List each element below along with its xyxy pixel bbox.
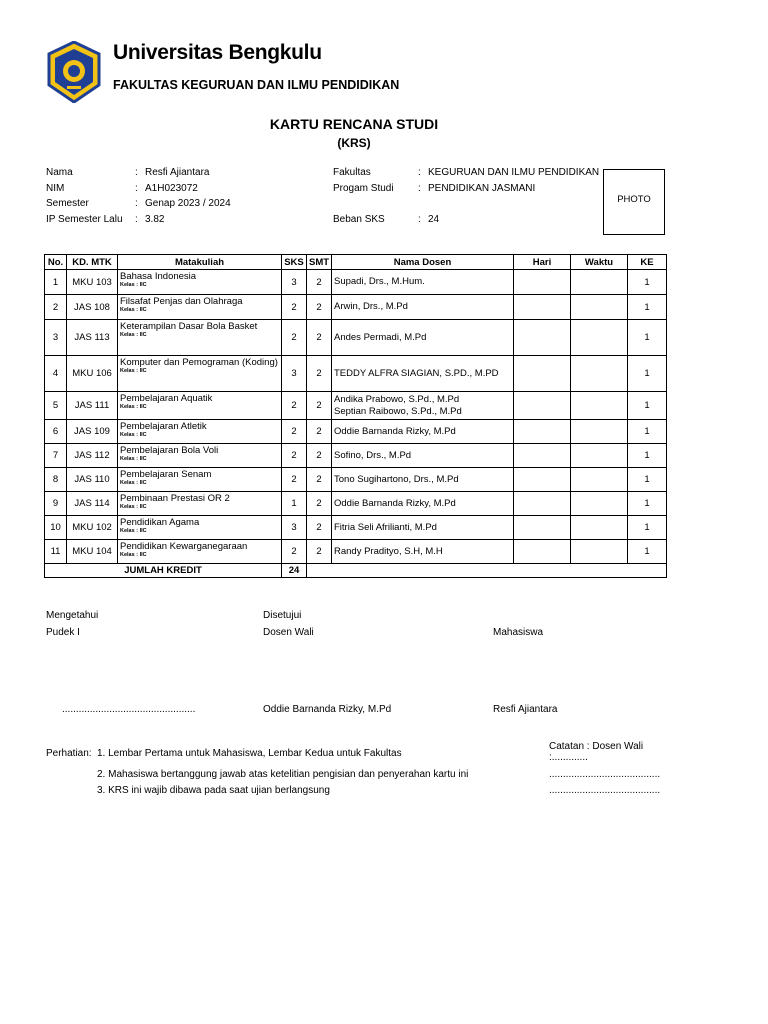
course-name: Bahasa Indonesia [120,271,197,282]
cell-smt: 2 [307,492,332,516]
document-subtitle: (KRS) [337,136,371,150]
cell-hari [514,492,571,516]
cell-waktu [571,270,628,295]
faculty-name: FAKULTAS KEGURUAN DAN ILMU PENDIDIKAN [113,78,400,92]
col-header-no: No. [45,255,67,270]
info-label: NIM [46,182,65,194]
table-row [45,295,667,320]
cell-no: 10 [45,516,67,540]
course-name: Pembelajaran Atletik [120,421,207,432]
cell-waktu [571,320,628,356]
col-header-hari: Hari [514,255,571,270]
photo-box: PHOTO [603,169,665,235]
note-item-3: 3. KRS ini wajib dibawa pada saat ujian berlangsung [97,785,330,796]
cell-smt: 2 [307,540,332,564]
cell-smt: 2 [307,270,332,295]
cell-hari [514,295,571,320]
table-row [45,320,667,356]
sig-mengetahui-label: Mengetahui [46,610,99,621]
note-item-2: 2. Mahasiswa bertanggung jawab atas ketelitian pengisian dan penyerahan kartu ini [97,769,469,780]
cell-sks: 3 [282,516,307,540]
cell-dosen: Arwin, Drs., M.Pd [332,295,514,320]
col-header-dosen: Nama Dosen [332,255,514,270]
info-row-prodi: Progam Studi : PENDIDIKAN JASMANI [333,182,536,194]
course-name: Pendidikan Agama [120,517,200,528]
cell-ke: 1 [628,392,667,420]
cell-sks: 2 [282,392,307,420]
total-value: 24 [282,564,307,578]
course-name: Filsafat Penjas dan Olahraga [120,296,243,307]
cell-no: 8 [45,468,67,492]
cell-matakuliah [118,295,282,320]
cell-smt: 2 [307,468,332,492]
cell-no: 3 [45,320,67,356]
info-row-fakultas: Fakultas : KEGURUAN DAN ILMU PENDIDIKAN [333,167,600,178]
cell-hari [514,540,571,564]
cell-no: 6 [45,420,67,444]
course-class: Kelas : IIC [120,307,147,313]
cell-sks: 2 [282,320,307,356]
sig-disetujui-label: Disetujui [263,610,302,621]
info-row-nim: NIM : A1H023072 [46,182,198,194]
cell-dosen: Supadi, Drs., M.Hum. [332,270,514,295]
info-value: PENDIDIKAN JASMANI [428,182,536,194]
course-name: Pendidikan Kewarganegaraan [120,541,248,552]
cell-smt: 2 [307,392,332,420]
cell-kode: MKU 103 [67,270,118,295]
cell-matakuliah [118,270,282,295]
cell-waktu [571,444,628,468]
table-row [45,516,667,540]
cell-matakuliah [118,540,282,564]
course-class: Kelas : IIC [120,282,147,288]
col-header-smt: SMT [307,255,332,270]
cell-hari [514,468,571,492]
cell-sks: 2 [282,295,307,320]
info-label: IP Semester Lalu [46,213,123,225]
cell-dosen: Randy Pradityo, S.H, M.H [332,540,514,564]
catatan-line-2: ........................................ [549,769,661,780]
notes-lead: Perhatian: [46,748,92,759]
sig-pudek-label: Pudek I [46,627,80,638]
cell-hari [514,444,571,468]
col-header-kode: KD. MTK [67,255,118,270]
cell-hari [514,270,571,295]
cell-no: 7 [45,444,67,468]
cell-ke: 1 [628,492,667,516]
cell-dosen: Oddie Barnanda Rizky, M.Pd [332,420,514,444]
table-row [45,270,667,295]
catatan-label: Catatan : Dosen Wali [549,741,644,752]
sig-mahasiswa-label: Mahasiswa [493,627,544,638]
cell-matakuliah [118,420,282,444]
cell-sks: 3 [282,356,307,392]
cell-hari [514,356,571,392]
cell-ke: 1 [628,420,667,444]
info-value: 24 [428,213,440,225]
cell-sks: 2 [282,444,307,468]
total-label: JUMLAH KREDIT [45,564,282,578]
cell-kode: MKU 104 [67,540,118,564]
info-label: Fakultas [333,167,371,178]
course-name: Keterampilan Dasar Bola Basket [120,321,258,332]
cell-waktu [571,516,628,540]
cell-no: 9 [45,492,67,516]
cell-smt: 2 [307,516,332,540]
course-name: Komputer dan Pemograman (Koding) [120,357,278,368]
cell-ke: 1 [628,468,667,492]
info-label: Semester [46,198,89,209]
course-class: Kelas : IIC [120,528,147,534]
cell-dosen: Fitria Seli Afrilianti, M.Pd [332,516,514,540]
cell-smt: 2 [307,356,332,392]
info-row-semester: Semester : Genap 2023 / 2024 [46,198,231,209]
cell-matakuliah [118,392,282,420]
university-name: Universitas Bengkulu [113,41,322,64]
course-name: Pembelajaran Bola Voli [120,445,219,456]
cell-sks: 2 [282,540,307,564]
table-header-row [45,255,667,270]
cell-hari [514,392,571,420]
col-header-waktu: Waktu [571,255,628,270]
cell-matakuliah [118,492,282,516]
col-header-matakuliah: Matakuliah [118,255,282,270]
cell-no: 1 [45,270,67,295]
sig-mahasiswa-name: Resfi Ajiantara [493,704,558,715]
cell-waktu [571,468,628,492]
cell-ke: 1 [628,320,667,356]
info-value: Resfi Ajiantara [145,167,210,178]
cell-matakuliah [118,320,282,356]
col-header-sks: SKS [282,255,307,270]
cell-no: 11 [45,540,67,564]
course-class: Kelas : IIC [120,404,147,410]
info-value: 3.82 [145,213,165,225]
table-row [45,540,667,564]
course-class: Kelas : IIC [120,504,147,510]
cell-no: 5 [45,392,67,420]
cell-sks: 2 [282,468,307,492]
course-name: Pembinaan Prestasi OR 2 [120,493,230,504]
cell-sks: 1 [282,492,307,516]
cell-kode: JAS 108 [67,295,118,320]
course-class: Kelas : IIC [120,432,147,438]
course-class: Kelas : IIC [120,368,147,374]
cell-no: 4 [45,356,67,392]
info-value: A1H023072 [145,182,198,194]
cell-hari [514,320,571,356]
student-info-left [46,165,231,227]
cell-kode: JAS 109 [67,420,118,444]
cell-waktu [571,420,628,444]
info-row-ip: IP Semester Lalu : 3.82 [46,213,165,225]
course-class: Kelas : IIC [120,332,147,338]
cell-kode: MKU 102 [67,516,118,540]
info-row-nama: Nama : Resfi Ajiantara [46,167,210,178]
total-empty [307,564,667,578]
cell-ke: 1 [628,444,667,468]
info-value: Genap 2023 / 2024 [145,198,231,209]
university-logo [47,41,101,103]
cell-smt: 2 [307,444,332,468]
info-label: Progam Studi [333,182,394,194]
cell-matakuliah [118,356,282,392]
catatan-line-1: :............. [549,752,588,763]
table-row [45,492,667,516]
cell-kode: JAS 111 [67,392,118,420]
info-label: Beban SKS [333,213,385,225]
cell-dosen: Sofino, Drs., M.Pd [332,444,514,468]
table-row [45,356,667,392]
course-class: Kelas : IIC [120,552,147,558]
course-table [44,254,667,578]
cell-waktu [571,295,628,320]
cell-smt: 2 [307,420,332,444]
info-row-empty [333,196,599,212]
cell-kode: MKU 106 [67,356,118,392]
cell-waktu [571,492,628,516]
cell-sks: 2 [282,420,307,444]
cell-ke: 1 [628,356,667,392]
cell-kode: JAS 110 [67,468,118,492]
cell-kode: JAS 113 [67,320,118,356]
cell-kode: JAS 114 [67,492,118,516]
cell-ke: 1 [628,540,667,564]
document-title: KARTU RENCANA STUDI [269,116,439,132]
info-row-beban: Beban SKS : 24 [333,213,440,225]
cell-ke: 1 [628,516,667,540]
sig-dosen-wali-name: Oddie Barnanda Rizky, M.Pd [263,704,392,715]
course-name: Pembelajaran Aquatik [120,393,213,404]
cell-dosen: Andes Permadi, M.Pd [332,320,514,356]
cell-dosen: Andika Prabowo, S.Pd., M.Pd Septian Raibowo, S.Pd., M.Pd [332,392,514,420]
sig-pudek-name: ................................................ [62,704,196,715]
table-row [45,468,667,492]
col-header-ke: KE [628,255,667,270]
table-row [45,444,667,468]
cell-waktu [571,540,628,564]
catatan-line-3: ........................................ [549,785,661,796]
cell-sks: 3 [282,270,307,295]
info-label: Nama [46,167,73,178]
cell-smt: 2 [307,320,332,356]
student-info-right [333,165,599,227]
info-value: KEGURUAN DAN ILMU PENDIDIKAN [428,167,600,178]
cell-smt: 2 [307,295,332,320]
cell-matakuliah [118,444,282,468]
table-row [45,420,667,444]
cell-hari [514,420,571,444]
cell-dosen: TEDDY ALFRA SIAGIAN, S.PD., M.PD [332,356,514,392]
cell-kode: JAS 112 [67,444,118,468]
course-class: Kelas : IIC [120,456,147,462]
cell-matakuliah [118,516,282,540]
cell-ke: 1 [628,270,667,295]
cell-matakuliah [118,468,282,492]
cell-waktu [571,356,628,392]
note-item-1: 1. Lembar Pertama untuk Mahasiswa, Lembar Kedua untuk Fakultas [97,748,402,759]
cell-waktu [571,392,628,420]
sig-dosen-wali-label: Dosen Wali [263,627,314,638]
cell-hari [514,516,571,540]
cell-dosen: Oddie Barnanda Rizky, M.Pd [332,492,514,516]
table-row [45,392,667,420]
course-name: Pembelajaran Senam [120,469,212,480]
cell-ke: 1 [628,295,667,320]
cell-no: 2 [45,295,67,320]
total-row [45,564,667,578]
cell-dosen: Tono Sugihartono, Drs., M.Pd [332,468,514,492]
course-class: Kelas : IIC [120,480,147,486]
